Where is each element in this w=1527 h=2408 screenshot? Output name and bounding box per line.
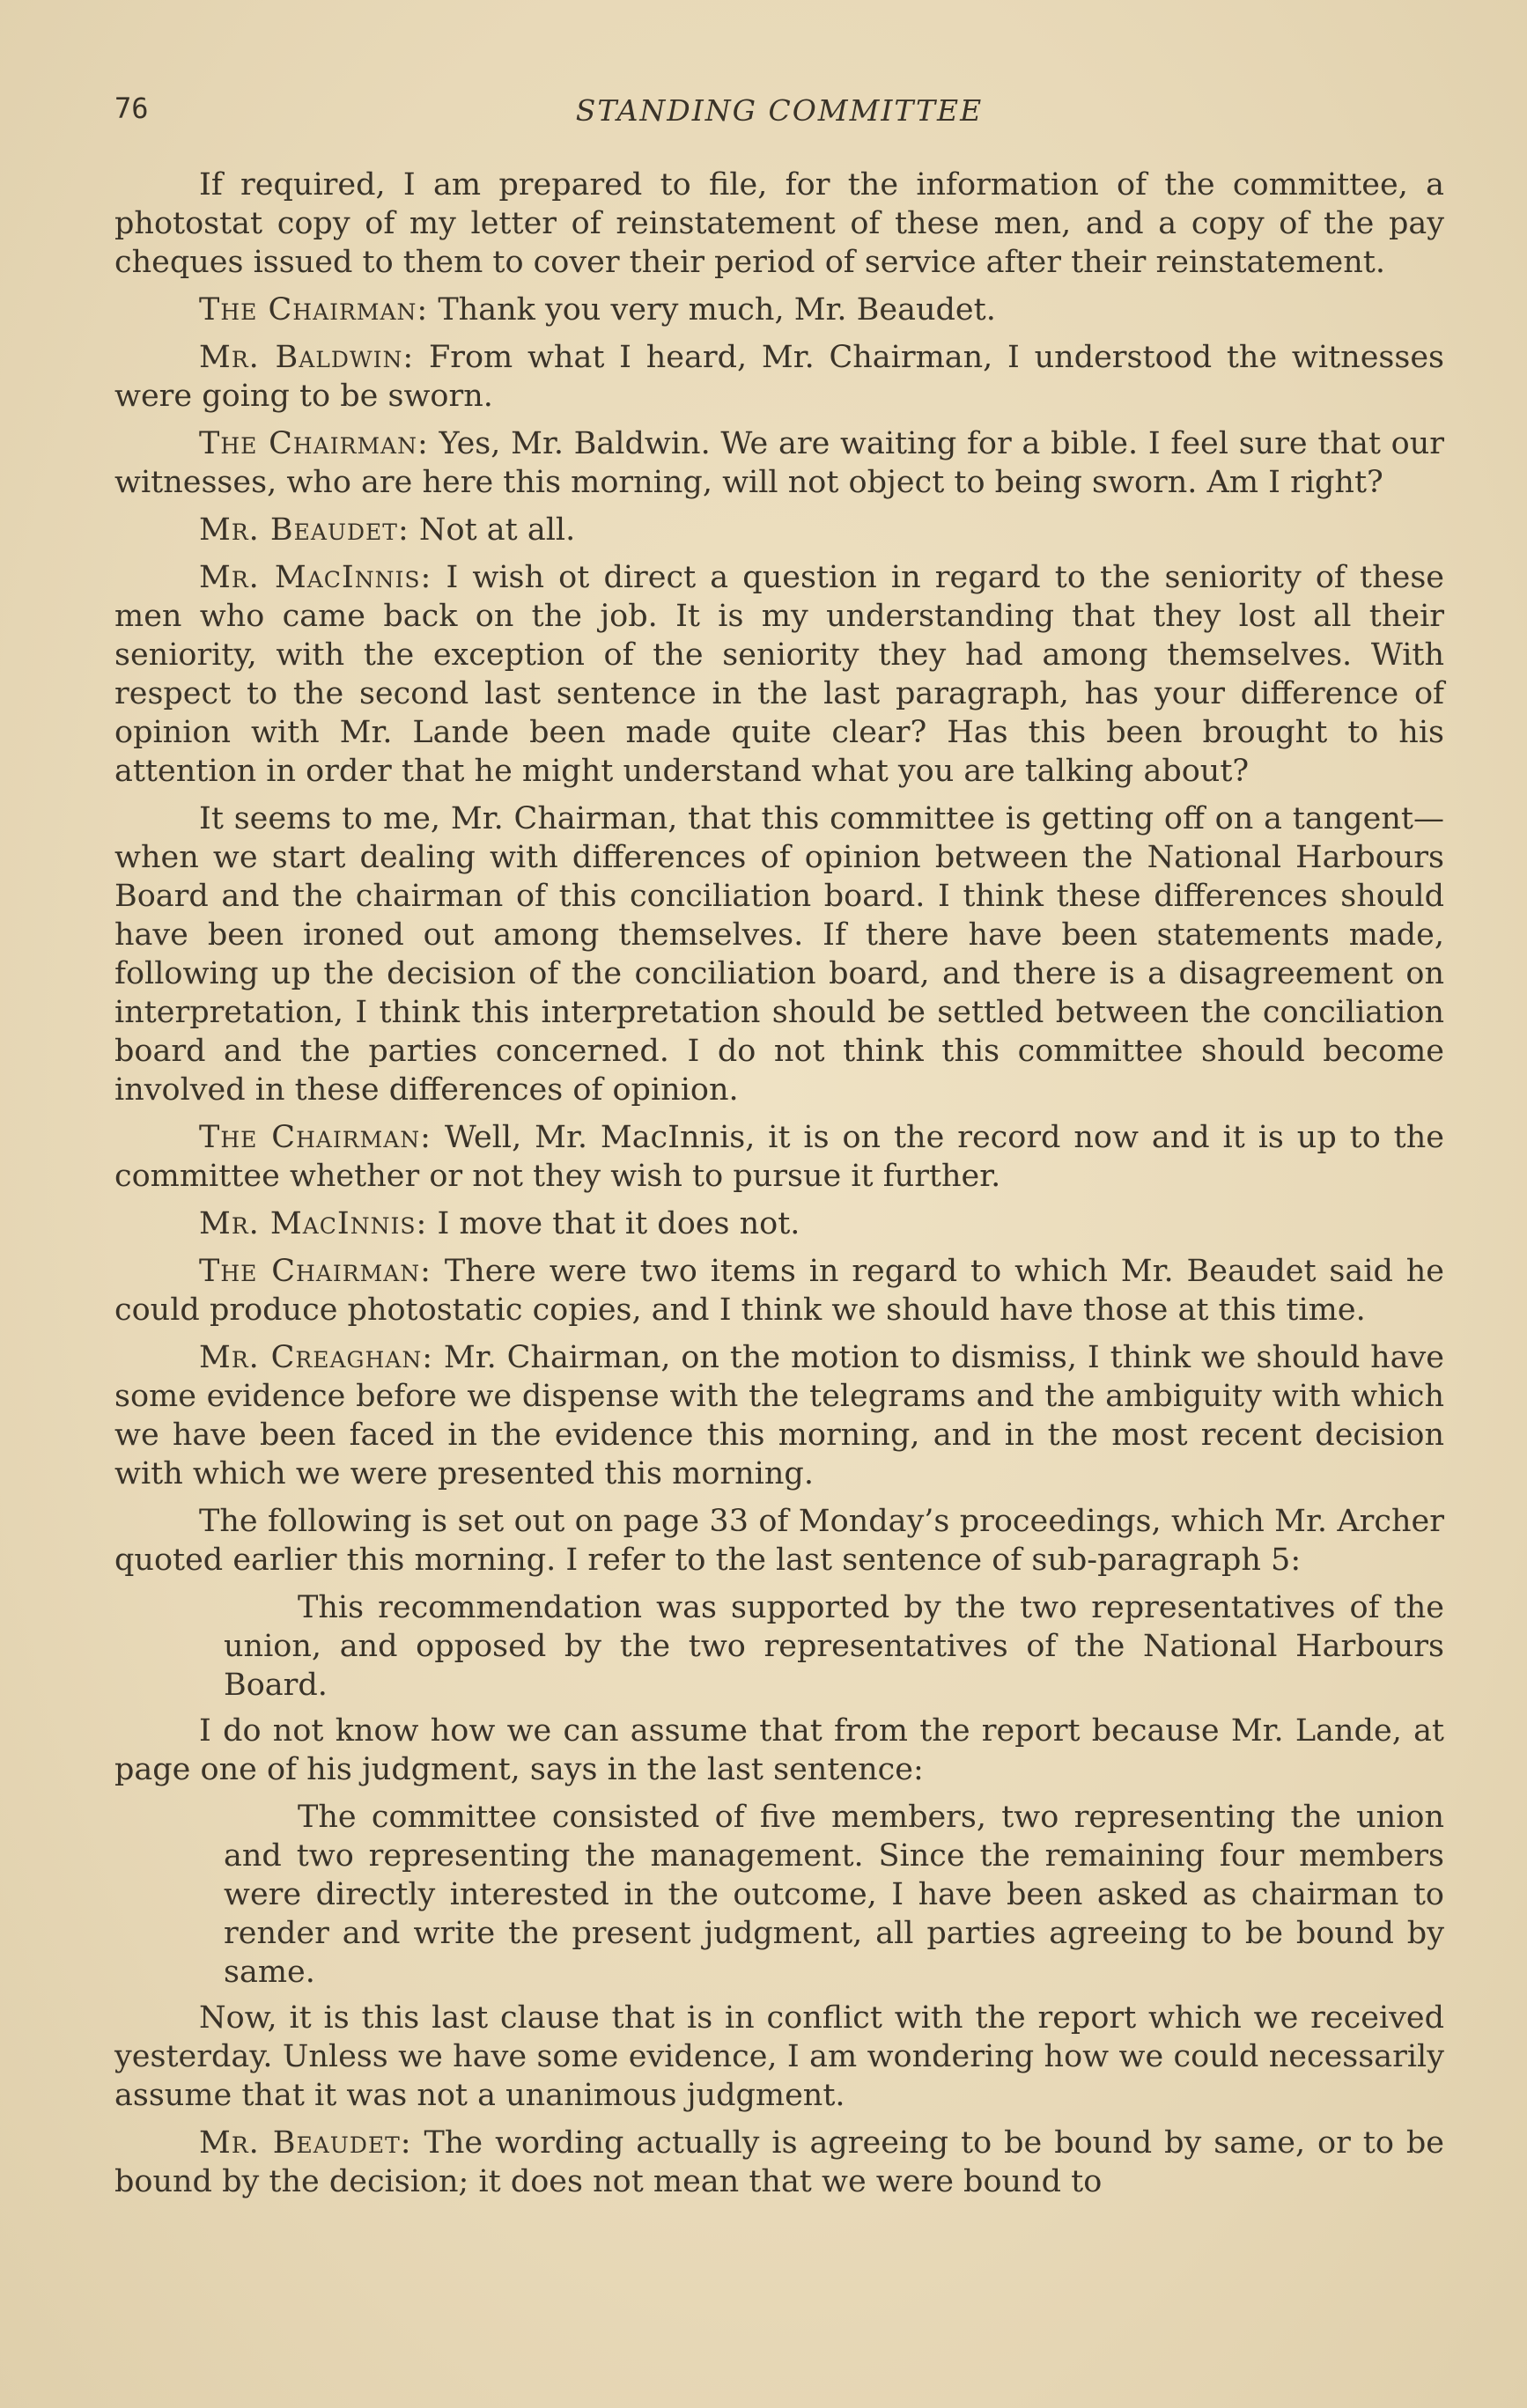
page-header [114,88,1444,141]
page-number: 76 [114,92,149,125]
quoted-paragraph [114,1798,1444,1992]
paragraph-text: This recommendation was supported by the two representatives of the union, and opposed by the two representatives of the National Harbours Board. [224,1590,1444,1703]
paragraph [114,1252,1444,1329]
paragraph [114,291,1444,329]
paragraph-text: Now, it is this last clause that is in conflict with the report which we received yesterday. Unless we have some evidence, I am wondering how we could necessarily assume that it was not a unanimous judgment. [114,2000,1444,2113]
paragraph-text: From what I heard, Mr. Chairman, I understood the witnesses were going to be sworn. [114,340,1444,414]
paragraph [114,558,1444,791]
speaker-label: The Chairman: [199,1254,432,1289]
running-head: STANDING COMMITTEE [575,93,984,128]
paragraph-text: Thank you very much, Mr. Beaudet. [428,292,996,328]
paragraph-text: It seems to me, Mr. Chairman, that this committee is getting off on a tangent—when we start dealing with differences of opinion between the National Harbours Board and the chairman of this conciliation board. I think these differences should have been ironed out among themselves. If there have been statements made, following up the decision of the conciliation board, and there is a disagreement on interpretation, I think this interpretation should be settled between the conciliation board and the parties concerned. I do not think this committee should become involved in these differences of opinion. [114,801,1444,1108]
paragraph [114,799,1444,1109]
paragraph [114,338,1444,416]
paragraph-text: Mr. Chairman, on the motion to dismiss, I think we should have some evidence before we dispense with the telegrams and the ambiguity with which we have been faced in the evidence this morning, and in the most recent decision with which we were presented this morning. [114,1340,1444,1491]
speaker-label: Mr. MacInnis: [199,1206,428,1241]
paragraph-text: Not at all. [409,512,576,548]
paragraph-text: I wish ot direct a question in regard to the seniority of these men who came back on the job. It is my understanding that they lost all their seniority, with the exception of the seniority they had among themselves. With respect to the second last sentence in the last paragraph, has your difference of opinion with Mr. Lande been made quite clear? Has this been brought to his attention in order that he might understand what you are talking about? [114,560,1444,789]
speaker-label: The Chairman: [199,426,429,461]
speaker-label: Mr. Creaghan: [199,1340,434,1375]
paragraph-text: The wording actually is agreeing to be bound by same, or to be bound by the decision; it does not mean that we were bound to [114,2125,1445,2199]
paragraph-text: The following is set out on page 33 of Monday’s proceedings, which Mr. Archer quoted earlier this morning. I refer to the last sentence of sub-paragraph 5: [114,1504,1444,1578]
paragraph-text: I move that it does not. [427,1206,800,1241]
paragraph [114,1118,1444,1196]
paragraph [114,1338,1444,1493]
paragraph [114,511,1444,549]
paragraph [114,1999,1444,2115]
speaker-label: The Chairman: [199,1120,432,1155]
speaker-label: Mr. Baldwin: [199,340,415,375]
paragraph-text: Yes, Mr. Baldwin. We are waiting for a bible. I feel sure that our witnesses, who are here this morning, will not object to being sworn. Am I right? [114,426,1444,500]
paragraph [114,424,1444,502]
paragraph [114,166,1444,282]
paragraph-text: Well, Mr. MacInnis, it is on the record now and it is up to the committee whether or not they wish to pursue it further. [114,1120,1444,1194]
speaker-label: Mr. MacInnis: [199,560,432,595]
speaker-label: The Chairman: [199,292,429,328]
paragraph-text: The committee consisted of five members, two representing the union and two representing the management. Since the remaining four members were directly interested in the outcome, I have been asked as chairman to render and write the present judgment, all parties agreeing to be bound by same. [224,1800,1444,1990]
paragraph [114,1204,1444,1243]
quoted-paragraph [114,1588,1444,1705]
speaker-label: Mr. Beaudet: [199,2125,412,2161]
paragraph [114,1712,1444,1789]
speaker-label: Mr. Beaudet: [199,512,409,548]
paragraph-text: If required, I am prepared to file, for the information of the committee, a photostat copy of my letter of reinstatement of these men, and a copy of the pay cheques issued to them to cover their period of service after their reinstatement. [114,167,1444,280]
paragraph-text: I do not know how we can assume that from the report because Mr. Lande, at page one of his judgment, says in the last sentence: [114,1713,1444,1787]
paragraph [114,2124,1444,2201]
body-text [114,166,1444,2210]
paragraph [114,1502,1444,1580]
paragraph-text: There were two items in regard to which Mr. Beaudet said he could produce photostatic copies, and I think we should have those at this time. [114,1254,1444,1328]
